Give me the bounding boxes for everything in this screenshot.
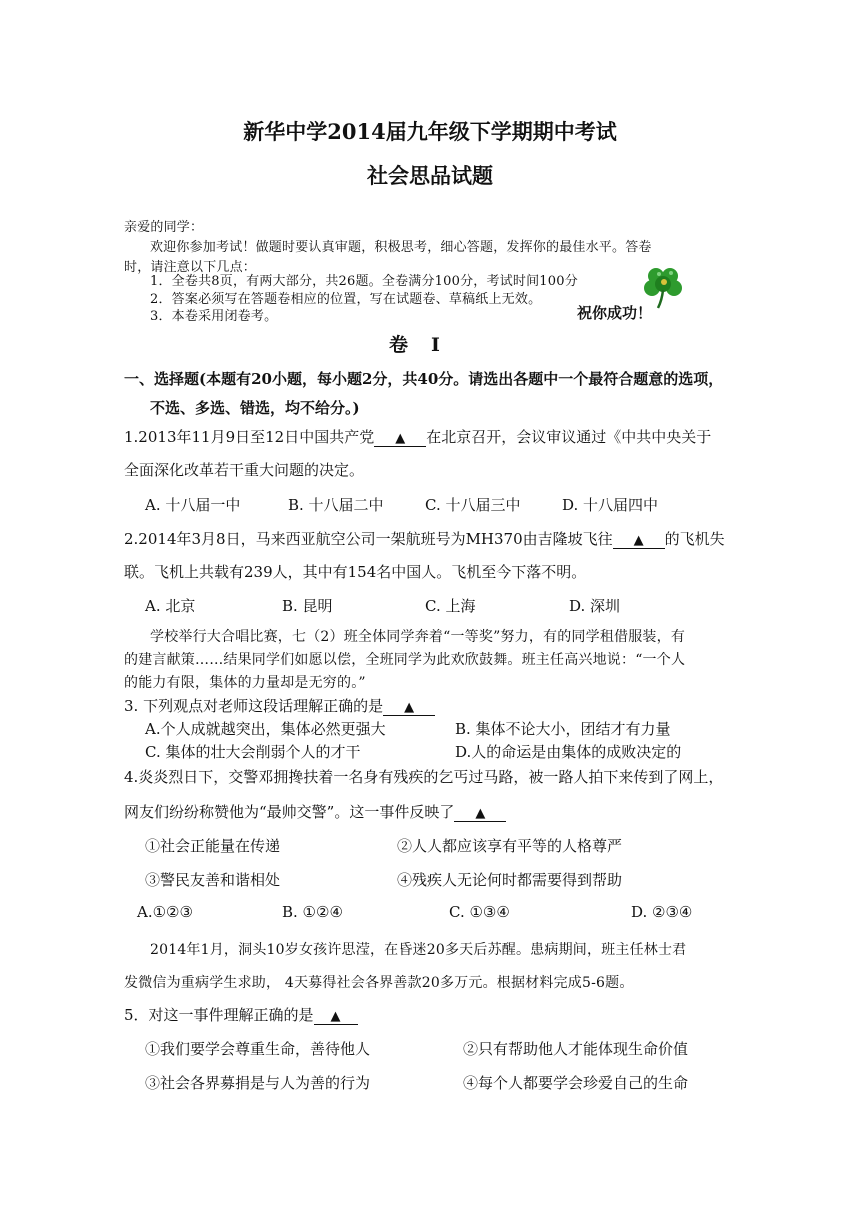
- q3-option-d: D.人的命运是由集体的成败决定的: [455, 743, 682, 761]
- intro-line1: 欢迎你参加考试！做题时要认真审题，积极思考，细心答题，发挥你的最佳水平。答卷: [150, 240, 652, 255]
- section-title: 卷 Ⅰ: [389, 334, 442, 356]
- exam-subtitle: 社会思品试题: [367, 163, 493, 188]
- question-2-line1: [124, 528, 725, 549]
- question-2-text: 2.2014年3月8日，马来西亚航空公司一架航班号为MH370由吉隆坡飞往: [124, 530, 613, 548]
- answer-blank: ▲: [383, 700, 435, 716]
- q1-option-a: A. 十八届一中: [145, 496, 241, 514]
- answer-blank: ▲: [374, 431, 426, 447]
- q1-option-c: C. 十八届三中: [425, 496, 521, 514]
- q3-option-a: A.个人成就越突出，集体必然更强大: [145, 720, 386, 738]
- q2-option-b: B. 昆明: [282, 597, 333, 615]
- q1-option-b: B. 十八届二中: [288, 496, 384, 514]
- question-5-text: 5．对这一事件理解正确的是: [124, 1006, 314, 1024]
- question-4-line2: [124, 801, 506, 822]
- q4-option-c: C. ①③④: [449, 903, 510, 921]
- answer-blank: ▲: [454, 806, 506, 822]
- q1-option-d: D. 十八届四中: [562, 496, 659, 514]
- passage-1-line2: 的建言献策……结果同学们如愿以偿，全班同学为此欢欣鼓舞。班主任高兴地说：“一个人: [124, 652, 686, 668]
- passage-1-line3: 的能力有限，集体的力量却是无穷的。”: [124, 675, 366, 691]
- q4-option-b: B. ①②④: [282, 903, 343, 921]
- greeting: 亲爱的同学：: [124, 220, 204, 235]
- notice-item-2: 2．答案必须写在答题卷相应的位置，写在试题卷、草稿纸上无效。: [150, 292, 542, 307]
- q5-statement-2: ②只有帮助他人才能体现生命价值: [463, 1040, 689, 1058]
- q3-option-b: B. 集体不论大小，团结才有力量: [455, 720, 671, 738]
- notice-item-1: 1．全卷共8页，有两大部分，共26题。全卷满分100分，考试时间100分: [150, 274, 578, 289]
- question-4-line1: 4.炎炎烈日下，交警邓拥搀扶着一名身有残疾的乞丐过马路，被一路人拍下来传到了网上，: [124, 768, 724, 786]
- question-3-stem: [124, 695, 435, 716]
- q5-statement-4: ④每个人都要学会珍爱自己的生命: [463, 1074, 689, 1092]
- question-2-line2: 联。飞机上共载有239人，其中有154名中国人。飞机至今下落不明。: [124, 563, 587, 581]
- q4-statement-4: ④残疾人无论何时都需要得到帮助: [397, 871, 623, 889]
- q4-statement-2: ②人人都应该享有平等的人格尊严: [397, 837, 623, 855]
- q3-option-c: C. 集体的壮大会削弱个人的才干: [145, 743, 361, 761]
- good-luck-text: 祝你成功！: [577, 304, 653, 322]
- q2-option-a: A. 北京: [145, 597, 196, 615]
- notice-item-3: 3．本卷采用闭卷考。: [150, 309, 278, 324]
- q4-statement-3: ③警民友善和谐相处: [145, 871, 281, 889]
- question-5-stem: [124, 1004, 358, 1025]
- question-2-text-cont: 的飞机失: [664, 530, 725, 548]
- q4-statement-1: ①社会正能量在传递: [145, 837, 281, 855]
- question-1-text-cont: 在北京召开，会议审议通过《中共中央关于: [426, 428, 712, 446]
- q4-option-d: D. ②③④: [631, 903, 693, 921]
- part1-heading: 一、选择题(本题有20小题，每小题2分，共40分。请选出各题中一个最符合题意的选项，: [124, 370, 724, 388]
- q2-option-d: D. 深圳: [569, 597, 621, 615]
- question-3-text: 3. 下列观点对老师这段话理解正确的是: [124, 697, 384, 715]
- question-1-line2: 全面深化改革若干重大问题的决定。: [124, 461, 365, 479]
- passage-2-line1: 2014年1月，洞头10岁女孩许思滢，在昏迷20多天后苏醒。患病期间，班主任林士君: [150, 942, 687, 958]
- q5-statement-3: ③社会各界募捐是与人为善的行为: [145, 1074, 371, 1092]
- passage-2-line2: 发微信为重病学生求助， 4天募得社会各界善款20多万元。根据材料完成5-6题。: [124, 975, 634, 991]
- answer-blank: ▲: [613, 533, 665, 549]
- exam-title: 新华中学2014届九年级下学期期中考试: [243, 119, 617, 144]
- answer-blank: ▲: [314, 1009, 358, 1025]
- passage-1-line1: 学校举行大合唱比赛，七（2）班全体同学奔着“一等奖”努力，有的同学租借服装，有: [150, 629, 686, 645]
- q2-option-c: C. 上海: [425, 597, 476, 615]
- question-1-line1: [124, 426, 711, 447]
- intro-line2: 时，请注意以下几点：: [124, 260, 257, 275]
- q5-statement-1: ①我们要学会尊重生命，善待他人: [145, 1040, 371, 1058]
- part1-heading-cont: 不选、多选、错选，均不给分。): [150, 399, 360, 417]
- q4-option-a: A.①②③: [137, 903, 193, 921]
- question-1-text: 1.2013年11月9日至12日中国共产党: [124, 428, 375, 446]
- question-4-text: 网友们纷纷称赞他为“最帅交警”。这一事件反映了: [124, 803, 455, 821]
